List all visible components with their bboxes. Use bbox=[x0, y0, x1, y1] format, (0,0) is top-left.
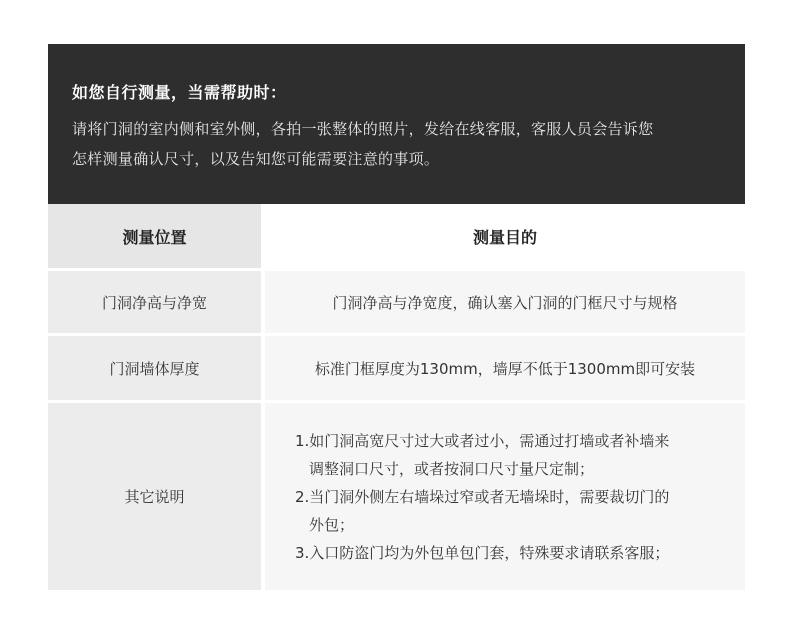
note-text-continued: 外包； bbox=[309, 515, 355, 534]
position-cell: 门洞净高与净宽 bbox=[48, 271, 261, 333]
table-row bbox=[48, 403, 745, 590]
note-text: 2.当门洞外侧左右墙垛过窄或者无墙垛时，需要裁切门的 bbox=[295, 487, 670, 506]
table-row bbox=[48, 336, 745, 400]
measurement-info-panel bbox=[48, 44, 745, 590]
note-text: 3.入口防盗门均为外包单包门套，特殊要求请联系客服； bbox=[295, 543, 670, 562]
purpose-cell: 标准门框厚度为130mm，墙厚不低于1300mm即可安装 bbox=[261, 336, 745, 400]
purpose-cell: 门洞净高与净宽度，确认塞入门洞的门框尺寸与规格 bbox=[261, 271, 745, 333]
table-header-row bbox=[48, 204, 745, 268]
note-item bbox=[295, 427, 669, 483]
column-header-purpose: 测量目的 bbox=[261, 204, 745, 268]
notes-cell bbox=[261, 403, 745, 590]
help-title: 如您自行测量，当需帮助时： bbox=[72, 83, 287, 102]
help-header bbox=[48, 44, 745, 204]
help-text-line-2: 怎样测量确认尺寸，以及告知您可能需要注意的事项。 bbox=[72, 150, 440, 168]
help-text-line-1: 请将门洞的室内侧和室外侧，各拍一张整体的照片，发给在线客服，客服人员会告诉您 bbox=[72, 120, 654, 138]
column-header-position: 测量位置 bbox=[48, 204, 261, 268]
position-cell: 其它说明 bbox=[48, 403, 261, 590]
note-text-continued: 调整洞口尺寸，或者按洞口尺寸量尺定制； bbox=[309, 459, 595, 478]
notes-list bbox=[265, 427, 689, 567]
note-text: 1.如门洞高宽尺寸过大或者过小，需通过打墙或者补墙来 bbox=[295, 431, 670, 450]
position-cell: 门洞墙体厚度 bbox=[48, 336, 261, 400]
note-item bbox=[295, 539, 669, 567]
table-row bbox=[48, 271, 745, 333]
note-item bbox=[295, 483, 669, 539]
